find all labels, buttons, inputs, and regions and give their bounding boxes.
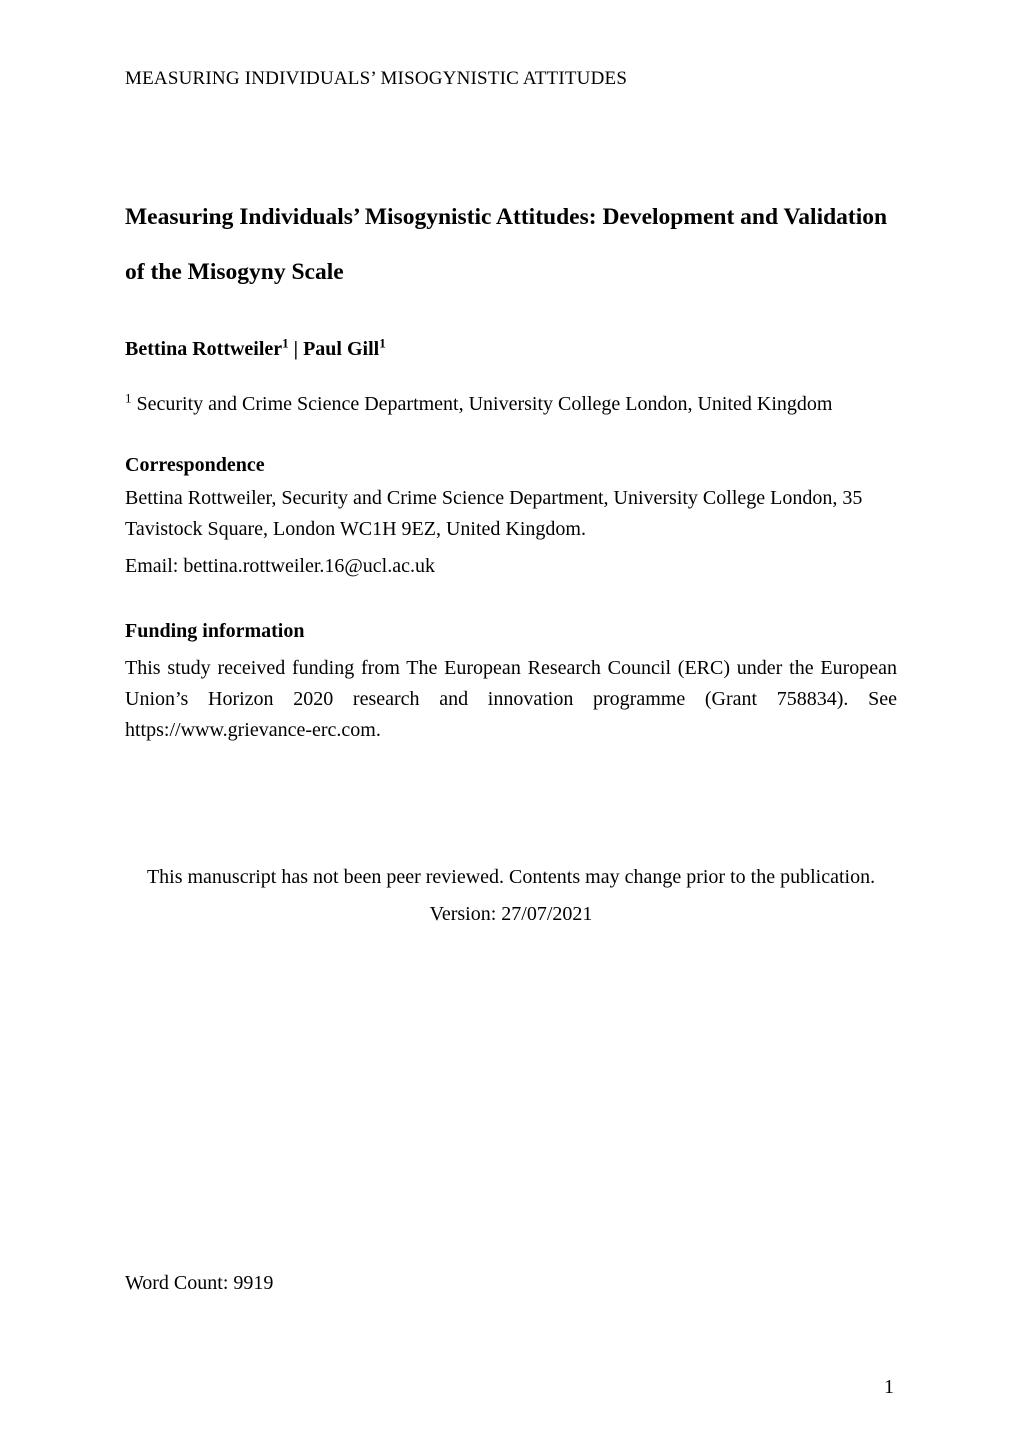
author-second: Paul Gill — [303, 338, 380, 361]
page-number: 1 — [884, 1376, 894, 1398]
word-count: Word Count: 9919 — [125, 1272, 274, 1294]
correspondence-address: Bettina Rottweiler, Security and Crime Science Department, University College London, 35 Tavistock Square, London WC1H 9EZ, United Kingdom. — [125, 487, 863, 541]
funding-text: This study received funding from The European Research Council (ERC) under the European Union’s Horizon 2020 research and innovation programme (Grant 758834). See https://www.grievance-erc.com. — [125, 657, 897, 742]
author-first-affiliation-marker: 1 — [282, 335, 289, 351]
paper-title: Measuring Individuals’ Misogynistic Attitudes: Development and Validation of the Misogyny Scale — [125, 204, 888, 286]
peer-review-notice: This manuscript has not been peer reviewed. Contents may change prior to the publication. — [146, 866, 876, 889]
correspondence-email: Email: bettina.rottweiler.16@ucl.ac.uk — [125, 555, 435, 578]
funding-heading: Funding information — [125, 620, 305, 643]
authors-line — [125, 335, 897, 361]
version-line: Version: 27/07/2021 — [429, 903, 593, 926]
affiliation-text: Security and Crime Science Department, University College London, United Kingdom — [131, 393, 833, 416]
affiliation-line — [125, 390, 897, 416]
affiliation-marker: 1 — [125, 390, 132, 406]
authors-separator: | — [288, 338, 304, 361]
running-head: MEASURING INDIVIDUALS’ MISOGYNISTIC ATTITUDES — [125, 68, 628, 89]
author-first: Bettina Rottweiler — [125, 338, 283, 361]
author-second-affiliation-marker: 1 — [379, 335, 386, 351]
correspondence-heading: Correspondence — [125, 454, 265, 477]
